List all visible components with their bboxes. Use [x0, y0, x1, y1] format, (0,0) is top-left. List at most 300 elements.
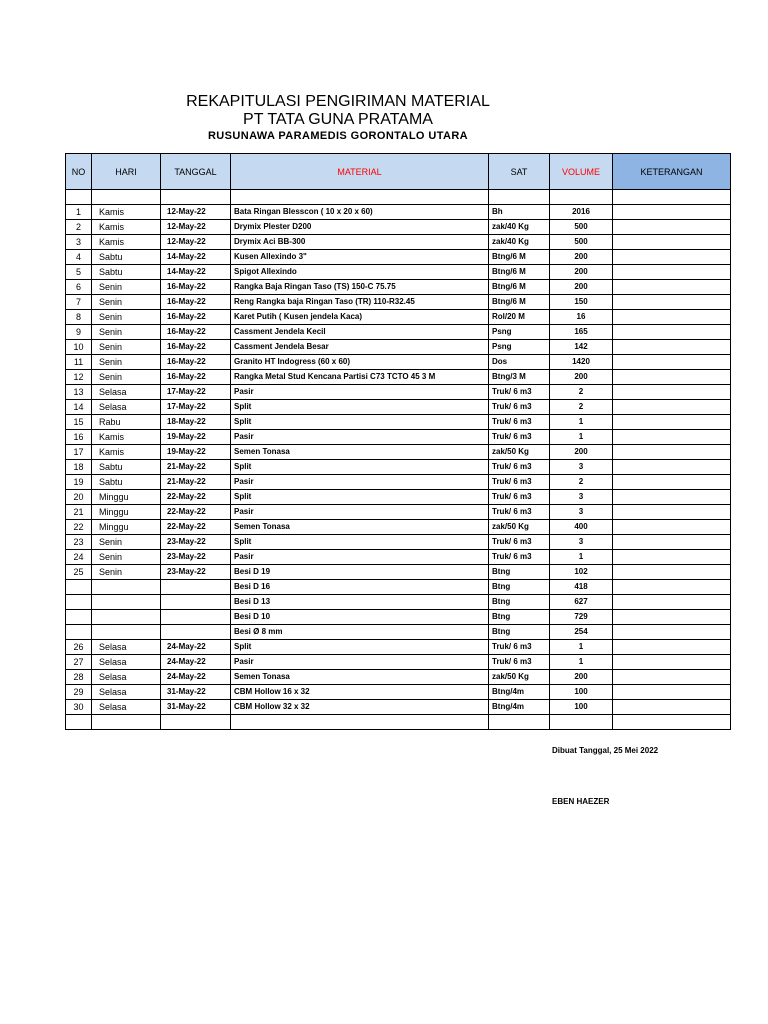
cell-keterangan	[613, 520, 731, 535]
cell-keterangan	[613, 565, 731, 580]
cell-hari: Sabtu	[92, 250, 161, 265]
cell-material: Pasir	[231, 430, 489, 445]
table-row	[66, 190, 731, 205]
cell-no: 26	[66, 640, 92, 655]
table-row	[66, 715, 731, 730]
cell-material: Drymix Plester D200	[231, 220, 489, 235]
cell-sat	[489, 715, 550, 730]
cell-hari: Selasa	[92, 640, 161, 655]
cell-material: Reng Rangka baja Ringan Taso (TR) 110-R32.45	[231, 295, 489, 310]
cell-sat: Psng	[489, 325, 550, 340]
cell-keterangan	[613, 205, 731, 220]
cell-keterangan	[613, 550, 731, 565]
table-row	[66, 205, 731, 220]
cell-sat: Truk/ 6 m3	[489, 385, 550, 400]
table-row	[66, 565, 731, 580]
cell-tanggal: 17-May-22	[161, 400, 231, 415]
project-name: RUSUNAWA PARAMEDIS GORONTALO UTARA	[207, 130, 469, 142]
date-made-text: Dibuat Tanggal, 25 Mei 2022	[552, 746, 659, 755]
cell-sat: Btng/4m	[489, 700, 550, 715]
cell-hari	[92, 625, 161, 640]
cell-keterangan	[613, 400, 731, 415]
cell-hari: Senin	[92, 355, 161, 370]
cell-no	[66, 580, 92, 595]
cell-no: 5	[66, 265, 92, 280]
cell-sat: Btng	[489, 565, 550, 580]
cell-material: Pasir	[231, 385, 489, 400]
header-material: MATERIAL	[231, 154, 489, 190]
cell-tanggal	[161, 625, 231, 640]
cell-keterangan	[613, 445, 731, 460]
cell-material: Split	[231, 400, 489, 415]
table-row	[66, 430, 731, 445]
cell-keterangan	[613, 670, 731, 685]
cell-keterangan	[613, 415, 731, 430]
cell-material	[231, 715, 489, 730]
cell-no	[66, 610, 92, 625]
header-hari: HARI	[92, 154, 161, 190]
cell-volume: 200	[550, 370, 613, 385]
cell-keterangan	[613, 370, 731, 385]
cell-volume: 102	[550, 565, 613, 580]
cell-material: CBM Hollow 32 x 32	[231, 700, 489, 715]
cell-sat: Truk/ 6 m3	[489, 415, 550, 430]
cell-tanggal: 16-May-22	[161, 295, 231, 310]
cell-sat: Btng/6 M	[489, 250, 550, 265]
cell-keterangan	[613, 280, 731, 295]
cell-no: 23	[66, 535, 92, 550]
table-row	[66, 460, 731, 475]
header-no: NO	[66, 154, 92, 190]
cell-hari: Senin	[92, 535, 161, 550]
cell-volume: 150	[550, 295, 613, 310]
cell-volume: 2016	[550, 205, 613, 220]
cell-keterangan	[613, 310, 731, 325]
table-row	[66, 670, 731, 685]
table-row	[66, 520, 731, 535]
cell-tanggal: 16-May-22	[161, 310, 231, 325]
cell-material: Split	[231, 415, 489, 430]
cell-keterangan	[613, 355, 731, 370]
table-row	[66, 610, 731, 625]
cell-no: 14	[66, 400, 92, 415]
cell-sat: zak/40 Kg	[489, 235, 550, 250]
cell-no: 3	[66, 235, 92, 250]
cell-no: 16	[66, 430, 92, 445]
cell-hari	[92, 595, 161, 610]
cell-tanggal: 19-May-22	[161, 445, 231, 460]
cell-hari: Senin	[92, 295, 161, 310]
cell-hari: Kamis	[92, 235, 161, 250]
cell-keterangan	[613, 430, 731, 445]
cell-tanggal: 31-May-22	[161, 700, 231, 715]
cell-no: 20	[66, 490, 92, 505]
cell-no: 10	[66, 340, 92, 355]
table-row	[66, 655, 731, 670]
cell-sat: Psng	[489, 340, 550, 355]
cell-tanggal: 23-May-22	[161, 565, 231, 580]
cell-keterangan	[613, 340, 731, 355]
cell-material: Bata Ringan Blesscon ( 10 x 20 x 60)	[231, 205, 489, 220]
cell-no: 6	[66, 280, 92, 295]
cell-volume: 200	[550, 265, 613, 280]
cell-tanggal: 14-May-22	[161, 265, 231, 280]
cell-sat: Btng	[489, 595, 550, 610]
cell-hari: Sabtu	[92, 265, 161, 280]
cell-material: Rangka Baja Ringan Taso (TS) 150-C 75.75	[231, 280, 489, 295]
cell-sat: Truk/ 6 m3	[489, 475, 550, 490]
table-row	[66, 235, 731, 250]
cell-tanggal: 31-May-22	[161, 685, 231, 700]
cell-volume: 3	[550, 460, 613, 475]
cell-volume: 729	[550, 610, 613, 625]
document-title: REKAPITULASI PENGIRIMAN MATERIAL	[186, 93, 490, 110]
cell-tanggal: 14-May-22	[161, 250, 231, 265]
cell-volume: 1	[550, 430, 613, 445]
cell-no	[66, 595, 92, 610]
cell-no: 11	[66, 355, 92, 370]
cell-keterangan	[613, 505, 731, 520]
cell-sat: Bh	[489, 205, 550, 220]
cell-hari: Senin	[92, 565, 161, 580]
cell-keterangan	[613, 700, 731, 715]
cell-material: Pasir	[231, 505, 489, 520]
cell-hari: Minggu	[92, 505, 161, 520]
cell-hari: Minggu	[92, 520, 161, 535]
cell-tanggal: 16-May-22	[161, 370, 231, 385]
cell-no: 12	[66, 370, 92, 385]
cell-sat: Btng	[489, 610, 550, 625]
cell-tanggal	[161, 595, 231, 610]
cell-no: 7	[66, 295, 92, 310]
cell-hari	[92, 610, 161, 625]
cell-volume: 3	[550, 490, 613, 505]
cell-volume: 200	[550, 280, 613, 295]
cell-tanggal: 24-May-22	[161, 640, 231, 655]
cell-no: 13	[66, 385, 92, 400]
cell-sat: Truk/ 6 m3	[489, 400, 550, 415]
cell-material: Split	[231, 640, 489, 655]
cell-hari: Sabtu	[92, 475, 161, 490]
cell-material: Split	[231, 535, 489, 550]
table-row	[66, 325, 731, 340]
table-header-row	[66, 154, 731, 190]
cell-tanggal: 16-May-22	[161, 355, 231, 370]
cell-keterangan	[613, 235, 731, 250]
cell-hari	[92, 190, 161, 205]
header-keterangan: KETERANGAN	[613, 154, 731, 190]
cell-volume: 627	[550, 595, 613, 610]
cell-hari: Selasa	[92, 700, 161, 715]
cell-keterangan	[613, 715, 731, 730]
cell-no	[66, 190, 92, 205]
cell-hari: Minggu	[92, 490, 161, 505]
cell-sat: Btng	[489, 580, 550, 595]
cell-material: Pasir	[231, 655, 489, 670]
table-row	[66, 685, 731, 700]
cell-volume: 2	[550, 475, 613, 490]
cell-tanggal	[161, 715, 231, 730]
cell-sat: Btng/6 M	[489, 265, 550, 280]
cell-volume: 3	[550, 535, 613, 550]
cell-volume: 500	[550, 235, 613, 250]
cell-material	[231, 190, 489, 205]
cell-no: 30	[66, 700, 92, 715]
cell-keterangan	[613, 325, 731, 340]
cell-sat: Btng	[489, 625, 550, 640]
table-row	[66, 280, 731, 295]
cell-material: Drymix Aci BB-300	[231, 235, 489, 250]
cell-tanggal: 24-May-22	[161, 655, 231, 670]
table-row	[66, 265, 731, 280]
cell-volume: 1420	[550, 355, 613, 370]
table-row	[66, 700, 731, 715]
cell-no: 9	[66, 325, 92, 340]
cell-no: 28	[66, 670, 92, 685]
header-sat: SAT	[489, 154, 550, 190]
cell-sat: Truk/ 6 m3	[489, 505, 550, 520]
cell-hari: Senin	[92, 325, 161, 340]
cell-hari: Rabu	[92, 415, 161, 430]
cell-no: 17	[66, 445, 92, 460]
cell-material: Besi Ø 8 mm	[231, 625, 489, 640]
cell-volume: 400	[550, 520, 613, 535]
cell-volume: 200	[550, 250, 613, 265]
cell-sat: Truk/ 6 m3	[489, 490, 550, 505]
cell-volume: 2	[550, 385, 613, 400]
cell-keterangan	[613, 640, 731, 655]
cell-volume: 16	[550, 310, 613, 325]
cell-material: Cassment Jendela Besar	[231, 340, 489, 355]
cell-tanggal: 16-May-22	[161, 325, 231, 340]
cell-material: Semen Tonasa	[231, 670, 489, 685]
cell-keterangan	[613, 385, 731, 400]
cell-volume: 2	[550, 400, 613, 415]
cell-material: Cassment Jendela Kecil	[231, 325, 489, 340]
cell-material: Besi D 19	[231, 565, 489, 580]
cell-material: Rangka Metal Stud Kencana Partisi C73 TCTO 45 3 M	[231, 370, 489, 385]
cell-tanggal	[161, 580, 231, 595]
cell-hari: Selasa	[92, 685, 161, 700]
cell-sat: Btng/3 M	[489, 370, 550, 385]
cell-hari: Kamis	[92, 430, 161, 445]
cell-sat: Truk/ 6 m3	[489, 640, 550, 655]
cell-sat: Btng/4m	[489, 685, 550, 700]
cell-volume: 3	[550, 505, 613, 520]
cell-tanggal: 16-May-22	[161, 340, 231, 355]
table-row	[66, 580, 731, 595]
cell-keterangan	[613, 535, 731, 550]
cell-hari: Kamis	[92, 445, 161, 460]
cell-volume: 165	[550, 325, 613, 340]
cell-no: 21	[66, 505, 92, 520]
cell-tanggal: 17-May-22	[161, 385, 231, 400]
cell-no	[66, 715, 92, 730]
cell-sat: zak/40 Kg	[489, 220, 550, 235]
cell-material: Semen Tonasa	[231, 445, 489, 460]
cell-no: 25	[66, 565, 92, 580]
cell-sat: zak/50 Kg	[489, 445, 550, 460]
cell-hari	[92, 715, 161, 730]
cell-keterangan	[613, 685, 731, 700]
cell-keterangan	[613, 610, 731, 625]
cell-no: 4	[66, 250, 92, 265]
table-body	[66, 190, 731, 730]
cell-no	[66, 625, 92, 640]
cell-keterangan	[613, 295, 731, 310]
cell-material: Pasir	[231, 550, 489, 565]
cell-sat: Truk/ 6 m3	[489, 430, 550, 445]
cell-hari: Kamis	[92, 220, 161, 235]
cell-tanggal: 12-May-22	[161, 205, 231, 220]
cell-tanggal: 22-May-22	[161, 490, 231, 505]
cell-sat: Btng/6 M	[489, 295, 550, 310]
table-row	[66, 250, 731, 265]
cell-tanggal: 18-May-22	[161, 415, 231, 430]
cell-volume	[550, 715, 613, 730]
cell-tanggal	[161, 190, 231, 205]
cell-sat: Truk/ 6 m3	[489, 535, 550, 550]
cell-hari: Senin	[92, 340, 161, 355]
cell-tanggal	[161, 610, 231, 625]
cell-sat: Truk/ 6 m3	[489, 550, 550, 565]
cell-tanggal: 16-May-22	[161, 280, 231, 295]
table-row	[66, 595, 731, 610]
cell-keterangan	[613, 250, 731, 265]
cell-keterangan	[613, 580, 731, 595]
cell-sat: Truk/ 6 m3	[489, 460, 550, 475]
cell-keterangan	[613, 265, 731, 280]
cell-volume: 1	[550, 655, 613, 670]
cell-sat: Rol/20 M	[489, 310, 550, 325]
cell-volume: 200	[550, 445, 613, 460]
signatory-name: EBEN HAEZER	[552, 797, 610, 806]
header-volume: VOLUME	[550, 154, 613, 190]
table-row	[66, 505, 731, 520]
table-row	[66, 535, 731, 550]
table-row	[66, 640, 731, 655]
cell-sat: Dos	[489, 355, 550, 370]
cell-volume: 500	[550, 220, 613, 235]
cell-volume: 100	[550, 685, 613, 700]
cell-keterangan	[613, 190, 731, 205]
table-row	[66, 415, 731, 430]
cell-no: 18	[66, 460, 92, 475]
table-row	[66, 340, 731, 355]
cell-hari: Selasa	[92, 385, 161, 400]
cell-keterangan	[613, 475, 731, 490]
cell-hari: Senin	[92, 280, 161, 295]
table-row	[66, 370, 731, 385]
cell-sat: zak/50 Kg	[489, 520, 550, 535]
cell-material: Besi D 10	[231, 610, 489, 625]
cell-keterangan	[613, 460, 731, 475]
cell-tanggal: 22-May-22	[161, 520, 231, 535]
cell-keterangan	[613, 490, 731, 505]
cell-material: Split	[231, 490, 489, 505]
cell-material: Semen Tonasa	[231, 520, 489, 535]
cell-material: Pasir	[231, 475, 489, 490]
table-row	[66, 475, 731, 490]
table-row	[66, 310, 731, 325]
cell-no: 1	[66, 205, 92, 220]
cell-tanggal: 12-May-22	[161, 220, 231, 235]
cell-tanggal: 22-May-22	[161, 505, 231, 520]
cell-keterangan	[613, 220, 731, 235]
cell-material: Kusen Allexindo 3"	[231, 250, 489, 265]
cell-no: 22	[66, 520, 92, 535]
cell-tanggal: 21-May-22	[161, 475, 231, 490]
cell-sat: Truk/ 6 m3	[489, 655, 550, 670]
cell-hari: Selasa	[92, 400, 161, 415]
cell-no: 19	[66, 475, 92, 490]
cell-volume	[550, 190, 613, 205]
cell-sat: Btng/6 M	[489, 280, 550, 295]
cell-hari: Senin	[92, 310, 161, 325]
cell-volume: 418	[550, 580, 613, 595]
cell-sat: zak/50 Kg	[489, 670, 550, 685]
table-row	[66, 295, 731, 310]
cell-keterangan	[613, 625, 731, 640]
material-delivery-table	[65, 153, 731, 730]
cell-volume: 254	[550, 625, 613, 640]
cell-volume: 142	[550, 340, 613, 355]
cell-tanggal: 21-May-22	[161, 460, 231, 475]
cell-no: 15	[66, 415, 92, 430]
cell-no: 29	[66, 685, 92, 700]
cell-hari	[92, 580, 161, 595]
cell-volume: 1	[550, 550, 613, 565]
table-row	[66, 220, 731, 235]
cell-hari: Selasa	[92, 670, 161, 685]
cell-tanggal: 24-May-22	[161, 670, 231, 685]
cell-volume: 200	[550, 670, 613, 685]
cell-tanggal: 23-May-22	[161, 550, 231, 565]
cell-material: Karet Putih ( Kusen jendela Kaca)	[231, 310, 489, 325]
cell-material: Spigot Allexindo	[231, 265, 489, 280]
cell-hari: Sabtu	[92, 460, 161, 475]
cell-tanggal: 23-May-22	[161, 535, 231, 550]
cell-material: Besi D 16	[231, 580, 489, 595]
table-row	[66, 385, 731, 400]
table-row	[66, 400, 731, 415]
cell-hari: Kamis	[92, 205, 161, 220]
table-row	[66, 625, 731, 640]
cell-no: 27	[66, 655, 92, 670]
cell-no: 24	[66, 550, 92, 565]
cell-keterangan	[613, 655, 731, 670]
cell-material: CBM Hollow 16 x 32	[231, 685, 489, 700]
cell-hari: Selasa	[92, 655, 161, 670]
table-row	[66, 445, 731, 460]
cell-volume: 100	[550, 700, 613, 715]
table-row	[66, 490, 731, 505]
cell-tanggal: 12-May-22	[161, 235, 231, 250]
company-name: PT TATA GUNA PRATAMA	[243, 111, 433, 128]
cell-volume: 1	[550, 415, 613, 430]
cell-material: Split	[231, 460, 489, 475]
cell-tanggal: 19-May-22	[161, 430, 231, 445]
cell-volume: 1	[550, 640, 613, 655]
header-tanggal: TANGGAL	[161, 154, 231, 190]
cell-keterangan	[613, 595, 731, 610]
cell-no: 2	[66, 220, 92, 235]
table-row	[66, 355, 731, 370]
cell-sat	[489, 190, 550, 205]
cell-hari: Senin	[92, 550, 161, 565]
cell-no: 8	[66, 310, 92, 325]
cell-material: Besi D 13	[231, 595, 489, 610]
